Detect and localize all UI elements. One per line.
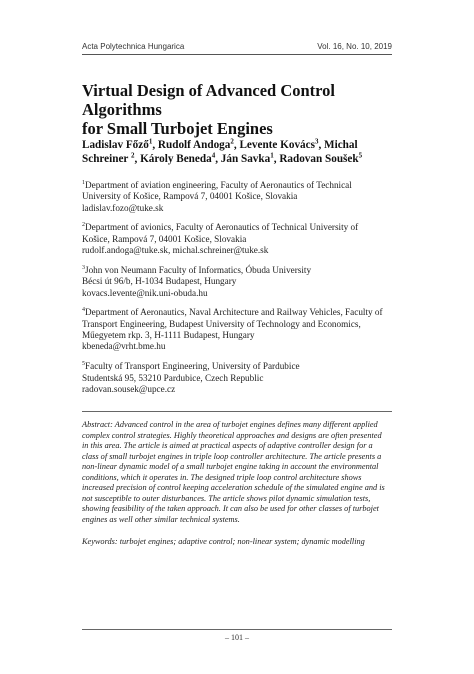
abstract-line: class of small turbojet engines in triple loop controller architecture. The article presents a	[82, 451, 382, 461]
affiliation-4	[82, 307, 402, 352]
page-number: – 101 –	[225, 633, 249, 642]
abstract-line: engines as well other similar technical systems.	[82, 514, 240, 524]
author-affil-mark: 2	[230, 137, 234, 146]
affiliations	[82, 180, 402, 404]
paper-title	[82, 81, 402, 138]
author-affil-mark: 1	[148, 137, 153, 146]
author-name: Ladislav Főző	[82, 139, 149, 151]
affiliation-line: Košice, Rampová 7, 04001 Košice, Slovakia	[82, 233, 247, 244]
affiliation-5	[82, 361, 402, 395]
affiliation-line: John von Neumann Faculty of Informatics, Óbuda University	[85, 264, 312, 275]
affiliation-number: 4	[82, 307, 85, 314]
affiliation-1	[82, 180, 402, 214]
author-affil-mark: 3	[314, 137, 319, 146]
abstract-line: in this area. The article is aimed at practical aspects of adaptive controller design for a	[82, 441, 373, 451]
affiliation-number: 3	[82, 264, 85, 271]
volume-info: Vol. 16, No. 10, 2019	[317, 42, 392, 51]
author-name: Radovan Soušek	[279, 153, 359, 165]
title-line-1: Virtual Design of Advanced Control Algorithms	[82, 81, 336, 119]
abstract-line: not susceptible to outer disturbances. The article shows pilot dynamic simulation tests,	[82, 493, 371, 503]
author-affil-mark: 2	[131, 151, 135, 160]
author-affil-mark: 5	[358, 151, 363, 160]
keywords: Keywords: turbojet engines; adaptive control; non-linear system; dynamic modelling	[82, 537, 365, 546]
author-name: Ján Savka	[220, 153, 271, 165]
affiliation-line: Műegyetem rkp. 3, H-1111 Budapest, Hungary	[82, 330, 255, 341]
journal-name: Acta Polytechnica Hungarica	[82, 42, 185, 51]
footer-divider	[82, 629, 392, 630]
author-name-part: Schreiner	[82, 153, 129, 165]
abstract-line: complex control strategies. Highly theoretical approaches and designs are often presented	[82, 430, 382, 440]
affiliation-2	[82, 222, 402, 256]
affiliation-line: University of Košice, Rampová 7, 04001 Košice, Slovakia	[82, 191, 298, 202]
abstract-line: increased precision of control keeping acceleration schedule of the simulated engine and is	[82, 483, 385, 493]
header-divider	[82, 54, 392, 55]
author-name: Károly Beneda	[140, 153, 212, 165]
abstract-line: non-linear dynamic model of a small turbojet engine taking in account the environmental	[82, 462, 379, 472]
affiliation-number: 1	[82, 179, 85, 186]
abstract-line: Abstract: Advanced control in the area of turbojet engines defines many different applied	[82, 420, 378, 429]
affiliation-line: Studentská 95, 53210 Pardubice, Czech Republic	[82, 372, 264, 383]
affiliation-email: radovan.sousek@upce.cz	[82, 383, 176, 394]
abstract-line: showing feasibility of the taken approach. It can also be used for other classes of turbojet	[82, 504, 379, 514]
title-line-2: for Small Turbojet Engines	[82, 119, 273, 138]
affiliation-3	[82, 265, 402, 299]
affiliation-number: 2	[82, 222, 85, 229]
affiliation-line: Department of avionics, Faculty of Aeronautics of Technical University of	[85, 222, 359, 233]
abstract-line: conditions, which it operates in. The designed triple loop control architecture shows	[82, 472, 362, 482]
affiliation-line: Transport Engineering, Budapest University of Technology and Economics,	[82, 318, 361, 329]
author-name: Rudolf Andoga	[157, 139, 231, 151]
running-header	[82, 42, 392, 51]
affiliation-line: Department of aviation engineering, Faculty of Aeronautics of Technical	[85, 180, 352, 190]
affiliation-line: Bécsi út 96/b, H-1034 Budapest, Hungary	[82, 276, 237, 287]
author-name: Michal	[324, 139, 358, 151]
author-list: Ladislav Főző$^1$, Rudolf Andoga$^2$, Levente Kovács$^3$, Michal Schreiner $^2$, Károly Beneda$^4$, Ján Savka$^1$, Radovan Soušek$^5$	[82, 137, 363, 165]
author-affil-mark: 4	[211, 151, 216, 160]
affiliation-number: 5	[82, 361, 85, 368]
affiliation-email: rudolf.andoga@tuke.sk, michal.schreiner@tuke.sk	[82, 245, 269, 256]
affiliation-line: Department of Aeronautics, Naval Architecture and Railway Vehicles, Faculty of	[85, 307, 383, 318]
author-name: Levente Kovács	[239, 139, 315, 151]
abstract-divider	[82, 411, 392, 412]
affiliation-email: kovacs.levente@nik.uni-obuda.hu	[82, 287, 208, 298]
abstract	[82, 420, 393, 525]
affiliation-email: kbeneda@vrht.bme.hu	[82, 341, 166, 352]
author-affil-mark: 1	[270, 151, 274, 160]
affiliation-line: Faculty of Transport Engineering, University of Pardubice	[85, 361, 300, 372]
affiliation-email: ladislav.fozo@tuke.sk	[82, 202, 164, 213]
